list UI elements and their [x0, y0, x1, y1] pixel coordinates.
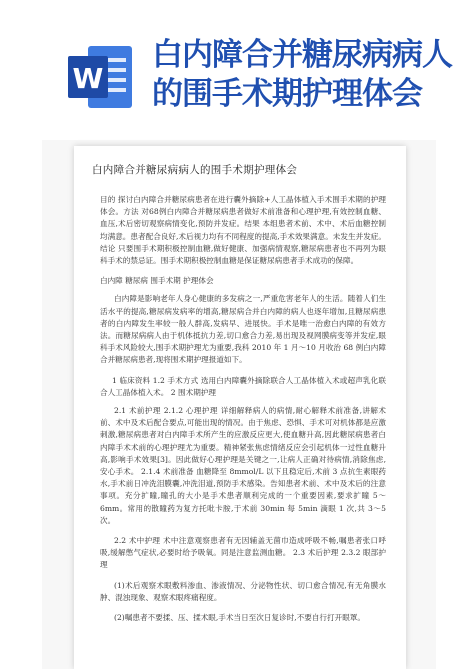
abstract-paragraph: 目的 探讨白内障合并糖尿病患者在进行囊外摘除+人工晶体植入手术围手术期的护理体会。方法 对68例白内障合并糖尿病患者做好术前准备和心理护理,有效控制血糖、血压,术后密切观察病情变化,预防并发症。结果 本组患者术前、术中、术后血糖控制均满意。患者配合良好,术后视力均有不同程度的提高,手术效果满意。未发生并发症。结论 只要围手术期积极控制血糖,做好健康、加强病情观察,糖尿病患者也不再列为眼科手术的禁忌证。围手术期积极控制血糖是保证糖尿病患者手术成功的保障。: [100, 195, 386, 266]
banner-title-line-2: 的围手术期护理体会: [152, 76, 422, 112]
section-preop-care: 2.1 术前护理 2.1.2 心理护理 详细解释病人的病情,耐心解释术前准备,讲解术前、术中及术后配合要点,可能出现的情况。由于焦虑、恐惧、手术可对机体都是应激刺激,糖尿病患者对白内障手术所产生的应激反应更大,使血糖升高,因此糖尿病患者白内障手术术前的心理护理尤为重要。精神紧张焦虑情绪反应会引起机体一过性血糖升高,影响手术效果[3]。因此做好心理护理是关键之一,让病人正确对待病情,消除焦虑,安心手术。 2.1.4 术前准备 血糖降至 8mmol/L 以下且稳定后,术前 3 点抗生素眼药水,手术前日冲洗泪膜囊,冲洗泪道,预防手术感染。告知患者术前、术中及术后的注意事项。充分扩瞳,瞳孔的大小是手术患者顺利完成的一个重要因素,要求扩瞳 5～6mm。常用的散瞳药为复方托吡卡胺,于术前 30min 每 5min 滴眼 1 次,共 3～5 次。: [100, 406, 386, 525]
word-document-icon: [66, 42, 136, 112]
banner-title: [152, 36, 468, 114]
banner-title-line-1: 白内障合并糖尿病病人: [152, 37, 452, 73]
intro-paragraph: 白内障是影响老年人身心健康的多发病之一,严重危害老年人的生活。随着人们生活水平的提高,糖尿病发病率的增高,糖尿病合并白内障的病人也逐年增加,且糖尿病患者的白内障发生率较一般人群高,发病早、进展快。手术是唯一治愈白内障的有效方法。而糖尿病病人由于机体抵抗力差,切口愈合力差,易出现及视网膜病变等并发症,眼科手术风险较大,围手术期护理尤为重要,我科 2010 年 1 月～10 月收治 68 例白内障合并糖尿病患者,现将围术期护理报道如下。: [100, 294, 386, 365]
keywords-line: 白内障 糖尿病 围手术期 护理体会: [100, 276, 214, 286]
section-intraop-care: 2.2 术中护理 术中注意观察患者有无因辅盖无菌巾造成呼吸不畅,嘱患者张口呼吸,缓解憋气症状,必要时给予吸氧。同是注意监测血糖。 2.3 术后护理 2.3.2 眼部护理: [100, 536, 386, 570]
section-clinical-data: 1 临床资料 1.2 手术方式 选用白内障囊外摘除联合人工晶体植入术或超声乳化联合人工晶体植入术。 2 围术期护理: [100, 375, 386, 397]
document-page: [74, 146, 406, 669]
document-body: [100, 194, 386, 632]
postop-item-1: (1)术后观察术眼敷料渗血、渗液情况、分泌物性状、切口愈合情况,有无角膜水肿、混浊现象、观察术眼疼痛程度。: [100, 580, 386, 602]
document-title: 白内障合并糖尿病病人的围手术期护理体会: [92, 164, 298, 176]
header-banner: [0, 0, 474, 140]
word-icon-letter: W: [72, 62, 104, 95]
postop-item-2: (2)嘱患者不要揉、压、揉术眼,手术当日至次日复诊时,不要自行打开眼罩。: [114, 613, 365, 623]
